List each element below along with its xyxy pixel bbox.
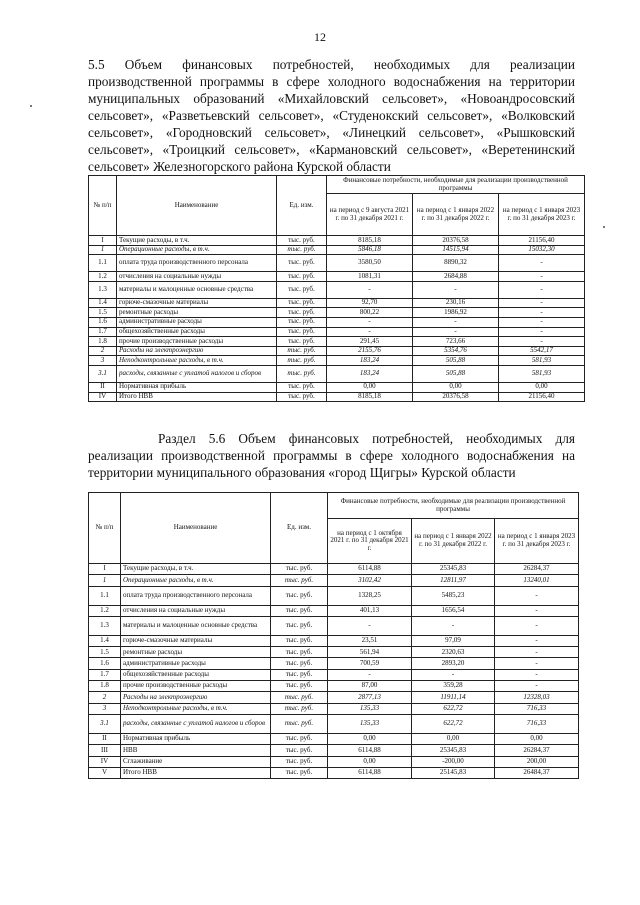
table-row — [89, 681, 579, 692]
row-unit: тыс. руб. — [271, 669, 328, 680]
row-value-period-3: 21156,40 — [499, 236, 585, 246]
row-name: Нормативная прибыль — [121, 733, 271, 744]
row-value-period-3: - — [499, 281, 585, 298]
row-unit: тыс. руб. — [277, 382, 327, 392]
row-unit: тыс. руб. — [271, 616, 328, 635]
col-header-group: Финансовые потребности, необходимые для реализации производственной программы — [328, 493, 579, 519]
page-number: 12 — [314, 30, 326, 44]
row-value-period-3: 13240,01 — [495, 575, 579, 586]
table-row — [89, 733, 579, 744]
table-row — [89, 317, 585, 327]
row-number: 1.3 — [89, 616, 121, 635]
row-name: общехозяйственные расходы — [117, 327, 277, 337]
col-header-name: Наименование — [117, 176, 277, 236]
table-row — [89, 346, 585, 356]
col-header-number: № п/п — [89, 176, 117, 236]
scan-speck — [603, 226, 605, 228]
row-value-period-2: 25145,83 — [412, 767, 495, 778]
row-number: 1.6 — [89, 658, 121, 669]
table-row — [89, 308, 585, 318]
row-name: общехозяйственные расходы — [121, 669, 271, 680]
row-value-period-2: 2320,63 — [412, 647, 495, 658]
row-value-period-1: 92,70 — [327, 298, 413, 308]
col-header-period-1: на период с 1 октября 2021 г. по 31 декабря 2021 г. — [328, 519, 412, 564]
row-value-period-1: - — [327, 317, 413, 327]
row-value-period-2: -200,00 — [412, 756, 495, 767]
table-row — [89, 616, 579, 635]
row-unit: тыс. руб. — [277, 337, 327, 347]
row-name: горюче-смазочные материалы — [121, 635, 271, 646]
row-number: 1.5 — [89, 308, 117, 318]
row-value-period-1: 6114,88 — [328, 745, 412, 756]
col-header-number: № п/п — [89, 493, 121, 564]
row-value-period-2: 1656,54 — [412, 605, 495, 616]
table-row — [89, 767, 579, 778]
table-row — [89, 756, 579, 767]
row-value-period-2: 97,09 — [412, 635, 495, 646]
row-value-period-1: 0,00 — [328, 733, 412, 744]
row-value-period-2: 0,00 — [413, 382, 499, 392]
table-row — [89, 635, 579, 646]
row-value-period-2: 359,28 — [412, 681, 495, 692]
table-row — [89, 605, 579, 616]
row-value-period-3: - — [499, 298, 585, 308]
table-body — [89, 564, 579, 779]
row-name: Расходы на электроэнергию — [121, 692, 271, 703]
row-name: оплата труда производственного персонала — [121, 586, 271, 605]
row-name: Расходы на электроэнергию — [117, 346, 277, 356]
section-heading-5-5: 5.5 Объем финансовых потребностей, необходимых для реализации производственной программы в сфере холодного водоснабжения на территории муниципальных образований «Михайловский сельсовет», «Новоандросовский сельсовет», «Разветьевский сельсовет», «Студенокский сельсовет», «Волковский сельсовет», «Городновский сельсовет», «Линецкий сельсовет», «Рышковский сельсовет», «Троицкий сельсовет», «Кармановский сельсовет», «Веретенинский сельсовет» Железногорского района Курской области — [88, 57, 575, 174]
table-row — [89, 298, 585, 308]
row-value-period-1: 8185,18 — [327, 236, 413, 246]
row-value-period-2: 2893,20 — [412, 658, 495, 669]
row-name: ремонтные расходы — [121, 647, 271, 658]
row-value-period-3: - — [495, 681, 579, 692]
row-value-period-3: 716,33 — [495, 714, 579, 733]
row-value-period-1: - — [327, 327, 413, 337]
row-unit: тыс. руб. — [277, 317, 327, 327]
row-value-period-3: 5542,17 — [499, 346, 585, 356]
row-unit: тыс. руб. — [271, 692, 328, 703]
row-unit: тыс. руб. — [271, 635, 328, 646]
row-name: материалы и малоценные основные средства — [121, 616, 271, 635]
row-unit: тыс. руб. — [277, 356, 327, 366]
row-value-period-3: 15032,30 — [499, 245, 585, 255]
row-unit: тыс. руб. — [277, 245, 327, 255]
table-row — [89, 714, 579, 733]
row-unit: тыс. руб. — [277, 236, 327, 246]
row-value-period-2: 11911,14 — [412, 692, 495, 703]
col-header-unit: Ед. изм. — [277, 176, 327, 236]
row-number: II — [89, 382, 117, 392]
row-number: 1.3 — [89, 281, 117, 298]
row-number: 1.5 — [89, 647, 121, 658]
row-unit: тыс. руб. — [277, 308, 327, 318]
row-number: 1.4 — [89, 635, 121, 646]
row-value-period-1: 0,00 — [327, 382, 413, 392]
row-unit: тыс. руб. — [271, 756, 328, 767]
row-number: 1.2 — [89, 272, 117, 282]
row-value-period-2: 25345,83 — [412, 564, 495, 575]
row-value-period-2: - — [413, 317, 499, 327]
row-value-period-3: 581,93 — [499, 365, 585, 382]
row-value-period-3: 0,00 — [495, 733, 579, 744]
row-value-period-3: 26484,37 — [495, 767, 579, 778]
row-name: Итого НВВ — [117, 392, 277, 402]
row-value-period-1: 700,59 — [328, 658, 412, 669]
row-unit: тыс. руб. — [271, 681, 328, 692]
row-name: Неподконтрольные расходы, в т.ч. — [117, 356, 277, 366]
row-value-period-2: 20376,58 — [413, 392, 499, 402]
row-value-period-3: - — [499, 308, 585, 318]
table-row — [89, 564, 579, 575]
row-unit: тыс. руб. — [277, 272, 327, 282]
row-name: Неподконтрольные расходы, в т.ч. — [121, 703, 271, 714]
row-name: прочие производственные расходы — [121, 681, 271, 692]
row-value-period-3: 26284,37 — [495, 745, 579, 756]
row-value-period-1: - — [328, 669, 412, 680]
row-name: НВВ — [121, 745, 271, 756]
row-value-period-2: 622,72 — [412, 714, 495, 733]
row-name: Операционные расходы, в т.ч. — [117, 245, 277, 255]
row-number: 1.4 — [89, 298, 117, 308]
row-unit: тыс. руб. — [277, 392, 327, 402]
row-name: Операционные расходы, в т.ч. — [121, 575, 271, 586]
row-value-period-3: - — [495, 605, 579, 616]
row-number: 2 — [89, 692, 121, 703]
row-number: 1 — [89, 575, 121, 586]
table-row — [89, 245, 585, 255]
table-row — [89, 586, 579, 605]
col-header-period-3: на период с 1 января 2023 г. по 31 декабря 2023 г. — [495, 519, 579, 564]
row-number: V — [89, 767, 121, 778]
row-name: Текущие расходы, в т.ч. — [121, 564, 271, 575]
row-number: 3 — [89, 356, 117, 366]
row-value-period-2: 505,88 — [413, 365, 499, 382]
row-value-period-2: 505,88 — [413, 356, 499, 366]
row-name: горюче-смазочные материалы — [117, 298, 277, 308]
row-name: оплата труда производственного персонала — [117, 255, 277, 272]
row-number: 1.8 — [89, 681, 121, 692]
section-heading-5-6: Раздел 5.6 Объем финансовых потребностей, необходимых для реализации производственной программы в сфере холодного водоснабжения на территории муниципального образования «город Щигры» Курской области — [88, 431, 575, 480]
row-unit: тыс. руб. — [271, 767, 328, 778]
table-row — [89, 575, 579, 586]
row-value-period-1: - — [327, 281, 413, 298]
row-name: административные расходы — [117, 317, 277, 327]
row-name: Итого НВВ — [121, 767, 271, 778]
row-value-period-3: 716,33 — [495, 703, 579, 714]
row-number: III — [89, 745, 121, 756]
row-value-period-1: 87,00 — [328, 681, 412, 692]
row-unit: тыс. руб. — [271, 586, 328, 605]
row-value-period-3: - — [495, 658, 579, 669]
row-unit: тыс. руб. — [271, 605, 328, 616]
col-header-period-1: на период с 9 августа 2021 г. по 31 декабря 2021 г. — [327, 194, 413, 236]
row-value-period-3: 21156,40 — [499, 392, 585, 402]
table-row — [89, 327, 585, 337]
row-value-period-2: 723,66 — [413, 337, 499, 347]
row-value-period-3: - — [495, 647, 579, 658]
row-value-period-2: - — [412, 616, 495, 635]
row-number: I — [89, 564, 121, 575]
row-value-period-3: 581,93 — [499, 356, 585, 366]
row-unit: тыс. руб. — [277, 255, 327, 272]
row-value-period-2: - — [412, 669, 495, 680]
row-value-period-2: 5354,76 — [413, 346, 499, 356]
row-value-period-1: 5846,18 — [327, 245, 413, 255]
row-value-period-1: 183,24 — [327, 365, 413, 382]
row-name: расходы, связанные с уплатой налогов и сборов — [121, 714, 271, 733]
row-value-period-3: - — [495, 586, 579, 605]
row-value-period-2: 12811,97 — [412, 575, 495, 586]
row-value-period-1: 3580,50 — [327, 255, 413, 272]
row-number: 3.1 — [89, 714, 121, 733]
table-row — [89, 703, 579, 714]
table-body — [89, 236, 585, 402]
row-name: расходы, связанные с уплатой налогов и сборов — [117, 365, 277, 382]
row-value-period-2: - — [413, 327, 499, 337]
row-name: ремонтные расходы — [117, 308, 277, 318]
row-value-period-1: 6114,88 — [328, 767, 412, 778]
row-value-period-1: 6114,88 — [328, 564, 412, 575]
row-unit: тыс. руб. — [271, 714, 328, 733]
row-unit: тыс. руб. — [277, 281, 327, 298]
row-value-period-2: 2684,88 — [413, 272, 499, 282]
table-row — [89, 669, 579, 680]
col-header-group: Финансовые потребности, необходимые для реализации производственной программы — [327, 176, 585, 194]
row-unit: тыс. руб. — [271, 703, 328, 714]
col-header-period-3: на период с 1 января 2023 г. по 31 декабря 2023 г. — [499, 194, 585, 236]
row-name: отчисления на социальные нужды — [117, 272, 277, 282]
table-row — [89, 382, 585, 392]
table-row — [89, 658, 579, 669]
row-number: 1.1 — [89, 255, 117, 272]
row-value-period-2: 622,72 — [412, 703, 495, 714]
row-unit: тыс. руб. — [271, 733, 328, 744]
row-value-period-1: 291,45 — [327, 337, 413, 347]
row-value-period-1: 401,13 — [328, 605, 412, 616]
row-value-period-1: 3102,42 — [328, 575, 412, 586]
row-number: II — [89, 733, 121, 744]
col-header-unit: Ед. изм. — [271, 493, 328, 564]
row-value-period-3: - — [499, 272, 585, 282]
scan-speck — [30, 105, 32, 107]
row-unit: тыс. руб. — [277, 327, 327, 337]
row-number: 2 — [89, 346, 117, 356]
row-name: материалы и малоценные основные средства — [117, 281, 277, 298]
row-value-period-2: 1986,92 — [413, 308, 499, 318]
col-header-period-2: на период с 1 января 2022 г. по 31 декабря 2022 г. — [412, 519, 495, 564]
col-header-period-2: на период с 1 января 2022 г. по 31 декабря 2022 г. — [413, 194, 499, 236]
row-number: 3.1 — [89, 365, 117, 382]
row-value-period-2: 25345,83 — [412, 745, 495, 756]
row-value-period-3: - — [495, 635, 579, 646]
row-unit: тыс. руб. — [277, 346, 327, 356]
row-value-period-3: 26284,37 — [495, 564, 579, 575]
financial-needs-table-5-6 — [88, 492, 579, 779]
row-value-period-1: 800,22 — [327, 308, 413, 318]
row-number: I — [89, 236, 117, 246]
row-name: административные расходы — [121, 658, 271, 669]
row-value-period-2: 14515,94 — [413, 245, 499, 255]
row-number: 3 — [89, 703, 121, 714]
row-unit: тыс. руб. — [277, 365, 327, 382]
table-row — [89, 365, 585, 382]
table-row — [89, 337, 585, 347]
table-row — [89, 236, 585, 246]
row-number: 1.8 — [89, 337, 117, 347]
row-value-period-1: 2877,13 — [328, 692, 412, 703]
row-name: отчисления на социальные нужды — [121, 605, 271, 616]
row-number: 1.1 — [89, 586, 121, 605]
table-row — [89, 356, 585, 366]
row-value-period-3: - — [499, 317, 585, 327]
row-unit: тыс. руб. — [271, 745, 328, 756]
row-value-period-3: 200,00 — [495, 756, 579, 767]
row-value-period-1: 23,51 — [328, 635, 412, 646]
row-value-period-3: - — [499, 337, 585, 347]
row-unit: тыс. руб. — [271, 658, 328, 669]
row-value-period-1: 183,24 — [327, 356, 413, 366]
row-name: прочие производственные расходы — [117, 337, 277, 347]
row-number: 1.6 — [89, 317, 117, 327]
row-value-period-3: 12328,03 — [495, 692, 579, 703]
col-header-name: Наименование — [121, 493, 271, 564]
row-name: Сглаживание — [121, 756, 271, 767]
row-value-period-2: 0,00 — [412, 733, 495, 744]
row-name: Текущие расходы, в т.ч. — [117, 236, 277, 246]
table-row — [89, 281, 585, 298]
row-value-period-1: 135,33 — [328, 703, 412, 714]
row-unit: тыс. руб. — [271, 647, 328, 658]
row-number: 1.7 — [89, 327, 117, 337]
row-unit: тыс. руб. — [271, 564, 328, 575]
row-name: Нормативная прибыль — [117, 382, 277, 392]
row-value-period-2: 230,16 — [413, 298, 499, 308]
row-unit: тыс. руб. — [277, 298, 327, 308]
table-row — [89, 692, 579, 703]
row-unit: тыс. руб. — [271, 575, 328, 586]
row-number: 1.7 — [89, 669, 121, 680]
financial-needs-table-5-5 — [88, 175, 585, 402]
row-value-period-1: 135,33 — [328, 714, 412, 733]
table-row — [89, 392, 585, 402]
row-value-period-1: - — [328, 616, 412, 635]
table-row — [89, 272, 585, 282]
row-value-period-3: - — [499, 327, 585, 337]
row-value-period-3: - — [495, 669, 579, 680]
table-row — [89, 255, 585, 272]
table-row — [89, 647, 579, 658]
row-value-period-1: 1081,31 — [327, 272, 413, 282]
row-value-period-3: - — [499, 255, 585, 272]
row-number: 1 — [89, 245, 117, 255]
row-value-period-1: 561,94 — [328, 647, 412, 658]
row-number: 1.2 — [89, 605, 121, 616]
table-row — [89, 745, 579, 756]
row-value-period-2: - — [413, 281, 499, 298]
row-value-period-2: 8890,32 — [413, 255, 499, 272]
row-value-period-2: 5485,23 — [412, 586, 495, 605]
row-value-period-1: 8185,18 — [327, 392, 413, 402]
row-value-period-1: 2155,76 — [327, 346, 413, 356]
row-value-period-1: 1328,25 — [328, 586, 412, 605]
row-value-period-3: - — [495, 616, 579, 635]
row-value-period-2: 20376,58 — [413, 236, 499, 246]
row-value-period-1: 0,00 — [328, 756, 412, 767]
row-number: IV — [89, 756, 121, 767]
row-number: IV — [89, 392, 117, 402]
row-value-period-3: 0,00 — [499, 382, 585, 392]
